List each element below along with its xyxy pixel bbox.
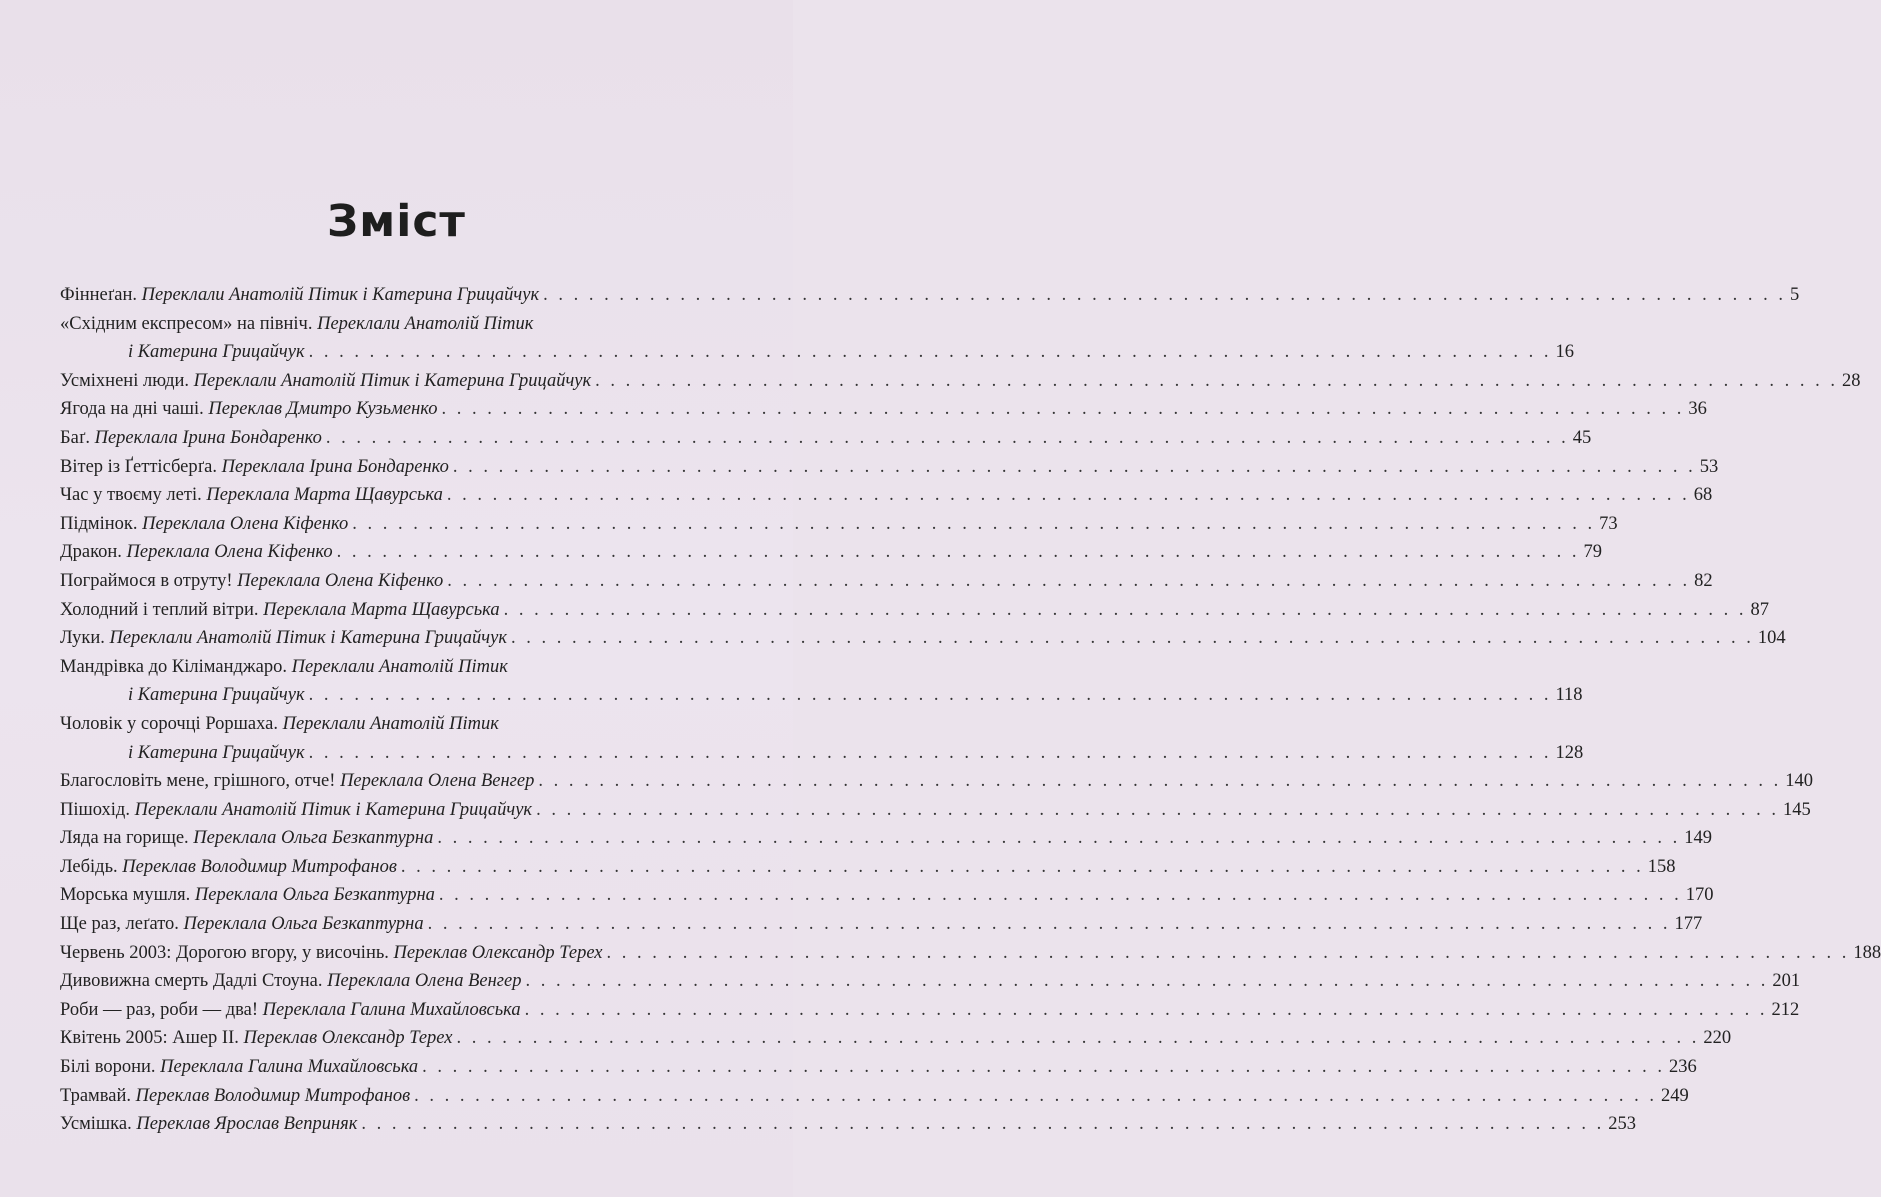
toc-entry-line [60, 510, 1618, 539]
toc-entry-line [60, 395, 1707, 424]
toc-entry [60, 424, 1592, 453]
toc-entry-translator: Переклала Ольга Безкаптурна [194, 885, 435, 906]
toc-entry-page: 253 [1608, 1114, 1636, 1135]
toc-entry-lead [60, 1053, 418, 1082]
toc-entry-translator: Переклала Олена Венгер [327, 971, 522, 992]
toc-entry-page: 82 [1694, 570, 1713, 591]
dot-leader [361, 1110, 1604, 1139]
toc-entry-title: Вітер із Ґеттісберґа. [60, 456, 217, 477]
dot-leader [441, 395, 1684, 424]
toc-entry-translator: Переклав Олександр Терех [243, 1028, 453, 1049]
dot-leader [607, 939, 1850, 968]
toc-entry [60, 767, 1813, 796]
dot-leader [536, 796, 1779, 825]
toc-entry-line [60, 824, 1712, 853]
toc-entry-translator: Переклали Анатолій Пітик [291, 656, 508, 677]
toc-entry-title: Мандрівка до Кіліманджаро. [60, 656, 288, 677]
toc-entry-translator: Переклав Дмитро Кузьменко [208, 399, 438, 420]
toc-entry-lead [60, 624, 507, 653]
toc-entry [60, 967, 1801, 996]
toc-entry-lead [60, 395, 437, 424]
toc-entry-translator: Переклав Ярослав Веприняк [136, 1114, 358, 1135]
toc-entry [60, 624, 1786, 653]
toc-entry-page: 170 [1685, 885, 1714, 906]
toc-entry-page: 36 [1688, 399, 1707, 420]
dot-leader [309, 739, 1552, 768]
toc-entry-lead [60, 824, 433, 853]
toc-entry-title: Дракон. [60, 542, 122, 563]
toc-entry-line [60, 281, 1800, 310]
dot-leader [437, 824, 1680, 853]
toc-entry-line [60, 710, 718, 739]
dot-leader [309, 681, 1552, 710]
toc-entry-title: Усміхнені люди. [60, 370, 190, 391]
toc-entry-line [60, 481, 1713, 510]
toc-entry-lead [60, 453, 449, 482]
toc-entry-page: 140 [1785, 771, 1813, 792]
toc-entry-line [60, 453, 1719, 482]
toc-entry-page: 201 [1772, 971, 1801, 992]
toc-entry-line [60, 338, 1574, 367]
dot-leader [337, 538, 1580, 567]
toc-entry-translator: Переклав Володимир Митрофанов [122, 856, 397, 877]
toc-entry [60, 910, 1703, 939]
toc-entry-translator: Переклала Ірина Бондаренко [94, 427, 322, 448]
toc-entry-title: Баґ. [60, 427, 90, 448]
toc-entry-line [60, 310, 718, 339]
toc-entry-title: Ягода на дні чаші. [60, 399, 204, 420]
toc-entry-page: 45 [1572, 427, 1592, 448]
dot-leader [422, 1053, 1665, 1082]
toc-entry-lead [60, 881, 435, 910]
toc-entry-page: 249 [1661, 1085, 1689, 1106]
toc-entry-title: Холодний і теплий вітри. [60, 599, 259, 620]
toc-entry-page: 53 [1699, 456, 1719, 477]
toc-entry [60, 1053, 1697, 1082]
toc-entry-title: Пішохід. [60, 799, 130, 820]
toc-entry-line [60, 1053, 1697, 1082]
toc-entry [60, 1024, 1732, 1053]
toc-entry-line [60, 796, 1811, 825]
toc-entry-translator: Переклали Анатолій Пітик [317, 313, 534, 334]
toc-entry-lead [60, 767, 534, 796]
toc-entry [60, 939, 1881, 968]
dot-leader [538, 767, 1781, 796]
dot-leader [352, 510, 1595, 539]
dot-leader [543, 281, 1786, 310]
toc-entry-lead [60, 967, 521, 996]
toc-entry-translator: Переклали Анатолій Пітик і Катерина Грицайчук [141, 285, 540, 305]
toc-entry [60, 1110, 1636, 1139]
toc-entry-line [60, 939, 1881, 968]
toc-entry-title: Роби — раз, роби — два! [60, 999, 258, 1020]
toc-entry-translator: Переклав Володимир Митрофанов [135, 1085, 411, 1106]
toc-entry-title: Лебідь. [60, 856, 118, 877]
dot-leader [453, 453, 1696, 482]
toc-entry-page: 79 [1583, 542, 1602, 563]
toc-entry-translator: Переклала Марта Щавурська [206, 485, 443, 506]
toc-entry [60, 567, 1713, 596]
toc-entry-line [60, 653, 718, 682]
toc-entry [60, 596, 1769, 625]
toc-entry-page: 236 [1669, 1057, 1697, 1078]
toc-entry-translator: Переклали Анатолій Пітик і Катерина Грицайчук [109, 628, 507, 649]
toc-entry-line [60, 367, 1861, 396]
toc-entry-title: Підмінок. [60, 513, 138, 534]
toc-entry-page: 212 [1771, 999, 1800, 1020]
toc-entry-translator: Переклали Анатолій Пітик [282, 713, 499, 734]
toc-entry-line [60, 1024, 1732, 1053]
toc-entry-lead [60, 567, 443, 596]
toc-entry-translator: Переклала Галина Михайловська [262, 999, 521, 1020]
toc-entry-lead [60, 367, 591, 396]
toc-entry-line [60, 1110, 1636, 1139]
toc-entry-lead [60, 796, 532, 825]
dot-leader [525, 967, 1768, 996]
toc-entry-lead [60, 424, 322, 453]
toc-entry-title: Морська мушля. [60, 885, 191, 906]
toc-entry-lead [60, 853, 397, 882]
toc-entry-lead [60, 1110, 357, 1139]
toc-entry-title: Ляда на горище. [60, 828, 189, 849]
toc-entry-lead [60, 596, 500, 625]
toc-entry-page: 16 [1555, 342, 1574, 363]
toc-entry-translator-cont: і Катерина Грицайчук [128, 742, 305, 763]
toc-entry [60, 310, 1574, 367]
toc-entry-page: 68 [1693, 485, 1713, 506]
toc-entry-line [60, 1082, 1689, 1111]
toc-entry-page: 73 [1599, 513, 1618, 534]
toc-entry [60, 281, 1800, 310]
toc-entry-page: 28 [1842, 370, 1861, 391]
toc-entry-lead [60, 481, 443, 510]
toc-entry-line [60, 853, 1676, 882]
dot-leader [447, 481, 1690, 510]
toc-entry-page: 177 [1674, 914, 1703, 935]
toc-entry [60, 710, 1584, 767]
dot-leader [595, 367, 1838, 396]
toc-entry [60, 853, 1676, 882]
toc-entry-title: Білі ворони. [60, 1057, 156, 1078]
toc-entry-page: 188 [1853, 942, 1881, 963]
toc-entry-line [60, 596, 1769, 625]
toc-entry-translator: Переклала Олена Венгер [340, 771, 535, 792]
toc-entry-title: Пограймося в отруту! [60, 570, 233, 591]
dot-leader [456, 1024, 1699, 1053]
toc-entry-title: Луки. [60, 628, 105, 649]
toc-entry-translator: Переклав Олександр Терех [393, 942, 603, 963]
toc-entry [60, 367, 1861, 396]
toc-entry-page: 158 [1647, 856, 1676, 877]
toc-entry-line [60, 910, 1703, 939]
toc-entry [60, 796, 1811, 825]
toc-entry-page: 104 [1757, 628, 1786, 649]
toc-entry-lead [60, 281, 539, 310]
toc-entry-line [60, 767, 1813, 796]
toc-entry-line [60, 739, 1584, 768]
toc-entry-title: Квітень 2005: Ашер ІІ. [60, 1028, 239, 1049]
toc-entry [60, 1082, 1689, 1111]
dot-leader [439, 881, 1682, 910]
toc-entry-page: 87 [1750, 599, 1769, 620]
toc-entry-translator: Переклала Олена Кіфенко [142, 513, 349, 534]
toc-entry-line [60, 681, 1583, 710]
toc-entry-lead [60, 996, 521, 1025]
dot-leader [511, 624, 1754, 653]
toc-entry-translator: Переклали Анатолій Пітик і Катерина Грицайчук [134, 799, 533, 820]
toc-entry-line [60, 567, 1713, 596]
toc-entry-lead [60, 1024, 452, 1053]
dot-leader [326, 424, 1569, 453]
toc-entry-lead [60, 510, 348, 539]
toc-entry-title: Трамвай. [60, 1085, 131, 1106]
toc-entry-page: 5 [1790, 285, 1800, 305]
toc-entry-title: Час у твоєму леті. [60, 485, 202, 506]
toc-entry-title: Дивовижна смерть Дадлі Стоуна. [60, 971, 323, 992]
toc-entry [60, 824, 1712, 853]
toc-entry-lead [60, 939, 603, 968]
toc-entry-line [60, 881, 1714, 910]
toc-entry-translator: Переклала Ольга Безкаптурна [183, 914, 424, 935]
toc-entry-translator-cont: і Катерина Грицайчук [128, 342, 305, 363]
toc-entry-line [60, 967, 1801, 996]
toc-entry [60, 538, 1602, 567]
toc-entry-line [60, 424, 1592, 453]
toc-entry-title: Фіннеґан. [60, 285, 137, 305]
toc-entry-translator: Переклали Анатолій Пітик і Катерина Грицайчук [193, 370, 592, 391]
toc-entry-line [60, 624, 1786, 653]
dot-leader [309, 338, 1552, 367]
toc-entry-translator: Переклала Олена Кіфенко [237, 570, 444, 591]
toc-entry-title: Благословіть мене, грішного, отче! [60, 771, 336, 792]
toc-entry-translator: Переклала Галина Михайловська [160, 1057, 419, 1078]
toc-entry-page: 118 [1555, 685, 1583, 706]
dot-leader [414, 1082, 1657, 1111]
toc-entry-title: Червень 2003: Дорогою вгору, у височінь. [60, 942, 389, 963]
toc-entry-title: Чоловік у сорочці Роршаха. [60, 713, 278, 734]
toc-entry [60, 453, 1719, 482]
toc-entry-page: 128 [1555, 742, 1584, 763]
toc-entry [60, 510, 1618, 539]
toc-entry-translator: Переклала Ірина Бондаренко [221, 456, 449, 477]
toc-entry-translator: Переклала Ольга Безкаптурна [193, 828, 434, 849]
toc-entry-lead [60, 910, 424, 939]
toc-entry [60, 881, 1714, 910]
toc-entry [60, 996, 1800, 1025]
toc-entry-lead [60, 1082, 410, 1111]
dot-leader [504, 596, 1747, 625]
toc-entry-title: Ще раз, леґато. [60, 914, 179, 935]
toc-entry-line [60, 538, 1602, 567]
toc-entry [60, 395, 1707, 424]
dot-leader [428, 910, 1671, 939]
dot-leader [401, 853, 1644, 882]
toc-entry-title: Усмішка. [60, 1114, 132, 1135]
dot-leader [525, 996, 1768, 1025]
dot-leader [447, 567, 1690, 596]
page-title: Зміст [327, 196, 466, 247]
toc-entry-line [60, 996, 1800, 1025]
toc-entry-translator: Переклала Олена Кіфенко [126, 542, 333, 563]
table-of-contents [60, 281, 1881, 1139]
toc-entry-translator-cont: і Катерина Грицайчук [128, 685, 305, 706]
toc-entry-lead [60, 538, 333, 567]
toc-entry-page: 145 [1782, 799, 1811, 820]
toc-entry-translator: Переклала Марта Щавурська [263, 599, 500, 620]
toc-entry-page: 220 [1703, 1028, 1732, 1049]
toc-entry-title: «Східним експресом» на північ. [60, 313, 313, 334]
toc-entry [60, 481, 1713, 510]
toc-entry [60, 653, 1583, 710]
toc-entry-page: 149 [1684, 828, 1712, 849]
